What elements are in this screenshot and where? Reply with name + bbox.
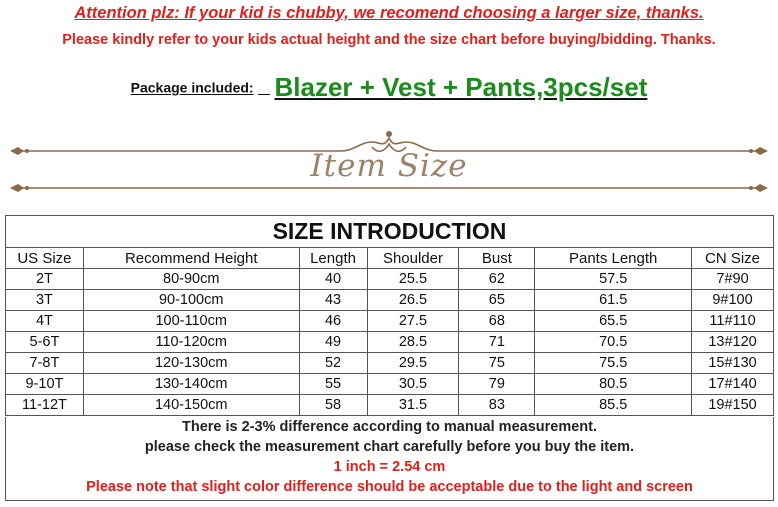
table-cell: 100-110cm xyxy=(83,311,299,332)
package-label: Package included: xyxy=(130,79,254,96)
measurement-difference-note: There is 2-3% difference according to manual measurement. xyxy=(182,419,597,435)
table-cell: 58 xyxy=(299,395,367,416)
table-cell: 75.5 xyxy=(535,353,692,374)
column-header: Pants Length xyxy=(535,248,692,269)
check-chart-note: please check the measurement chart carefully before you buy the item. xyxy=(144,439,635,455)
table-cell: 26.5 xyxy=(367,290,459,311)
table-cell: 62 xyxy=(459,269,535,290)
table-cell: 61.5 xyxy=(535,290,692,311)
table-row xyxy=(6,290,774,311)
column-header: Bust xyxy=(459,248,535,269)
table-row xyxy=(6,311,774,332)
table-cell: 90-100cm xyxy=(83,290,299,311)
table-cell: 80.5 xyxy=(535,374,692,395)
table-cell: 85.5 xyxy=(535,395,692,416)
table-cell: 75 xyxy=(459,353,535,374)
table-cell: 110-120cm xyxy=(83,332,299,353)
table-cell: 17#140 xyxy=(692,374,774,395)
table-cell: 4T xyxy=(6,311,84,332)
measurement-notes xyxy=(5,417,774,501)
table-cell: 70.5 xyxy=(535,332,692,353)
table-title: SIZE INTRODUCTION xyxy=(6,216,774,248)
item-size-title: Item Size xyxy=(310,148,468,184)
table-row xyxy=(6,332,774,353)
table-cell: 46 xyxy=(299,311,367,332)
table-cell: 27.5 xyxy=(367,311,459,332)
table-row xyxy=(6,395,774,416)
table-cell: 120-130cm xyxy=(83,353,299,374)
table-cell: 57.5 xyxy=(535,269,692,290)
package-contents: Blazer + Vest + Pants,3pcs/set xyxy=(274,72,648,102)
size-chart-reminder: Please kindly refer to your kids actual height and the size chart before buying/bidding. Thanks. xyxy=(62,32,716,48)
table-cell: 130-140cm xyxy=(83,374,299,395)
inch-conversion-note: 1 inch = 2.54 cm xyxy=(333,459,446,475)
table-row xyxy=(6,353,774,374)
table-cell: 2T xyxy=(6,269,84,290)
column-header: Length xyxy=(299,248,367,269)
color-difference-note: Please note that slight color difference should be acceptable due to the light and screen xyxy=(86,479,693,495)
table-cell: 7-8T xyxy=(6,353,84,374)
table-cell: 13#120 xyxy=(692,332,774,353)
table-cell: 65 xyxy=(459,290,535,311)
table-cell: 65.5 xyxy=(535,311,692,332)
column-header: CN Size xyxy=(692,248,774,269)
column-header: Recommend Height xyxy=(83,248,299,269)
table-cell: 43 xyxy=(299,290,367,311)
table-cell: 71 xyxy=(459,332,535,353)
table-cell: 83 xyxy=(459,395,535,416)
table-cell: 9#100 xyxy=(692,290,774,311)
table-cell: 80-90cm xyxy=(83,269,299,290)
table-cell: 31.5 xyxy=(367,395,459,416)
table-cell: 52 xyxy=(299,353,367,374)
table-cell: 3T xyxy=(6,290,84,311)
table-row xyxy=(6,269,774,290)
table-cell: 5-6T xyxy=(6,332,84,353)
package-included xyxy=(0,72,778,103)
attention-notice: Attention plz: If your kid is chubby, we recomend choosing a larger size, thanks. xyxy=(74,4,704,22)
table-cell: 11-12T xyxy=(6,395,84,416)
table-cell: 25.5 xyxy=(367,269,459,290)
table-row xyxy=(6,374,774,395)
table-cell: 7#90 xyxy=(692,269,774,290)
column-header: Shoulder xyxy=(367,248,459,269)
table-cell: 9-10T xyxy=(6,374,84,395)
table-cell: 68 xyxy=(459,311,535,332)
column-header: US Size xyxy=(6,248,84,269)
table-cell: 11#110 xyxy=(692,311,774,332)
table-cell: 15#130 xyxy=(692,353,774,374)
table-cell: 79 xyxy=(459,374,535,395)
table-cell: 49 xyxy=(299,332,367,353)
size-table xyxy=(5,215,774,416)
package-underline-gap xyxy=(258,94,270,95)
table-cell: 19#150 xyxy=(692,395,774,416)
table-cell: 140-150cm xyxy=(83,395,299,416)
table-cell: 55 xyxy=(299,374,367,395)
item-size-banner xyxy=(0,130,778,202)
table-cell: 29.5 xyxy=(367,353,459,374)
table-cell: 28.5 xyxy=(367,332,459,353)
table-cell: 30.5 xyxy=(367,374,459,395)
table-header-row xyxy=(6,248,774,269)
table-cell: 40 xyxy=(299,269,367,290)
